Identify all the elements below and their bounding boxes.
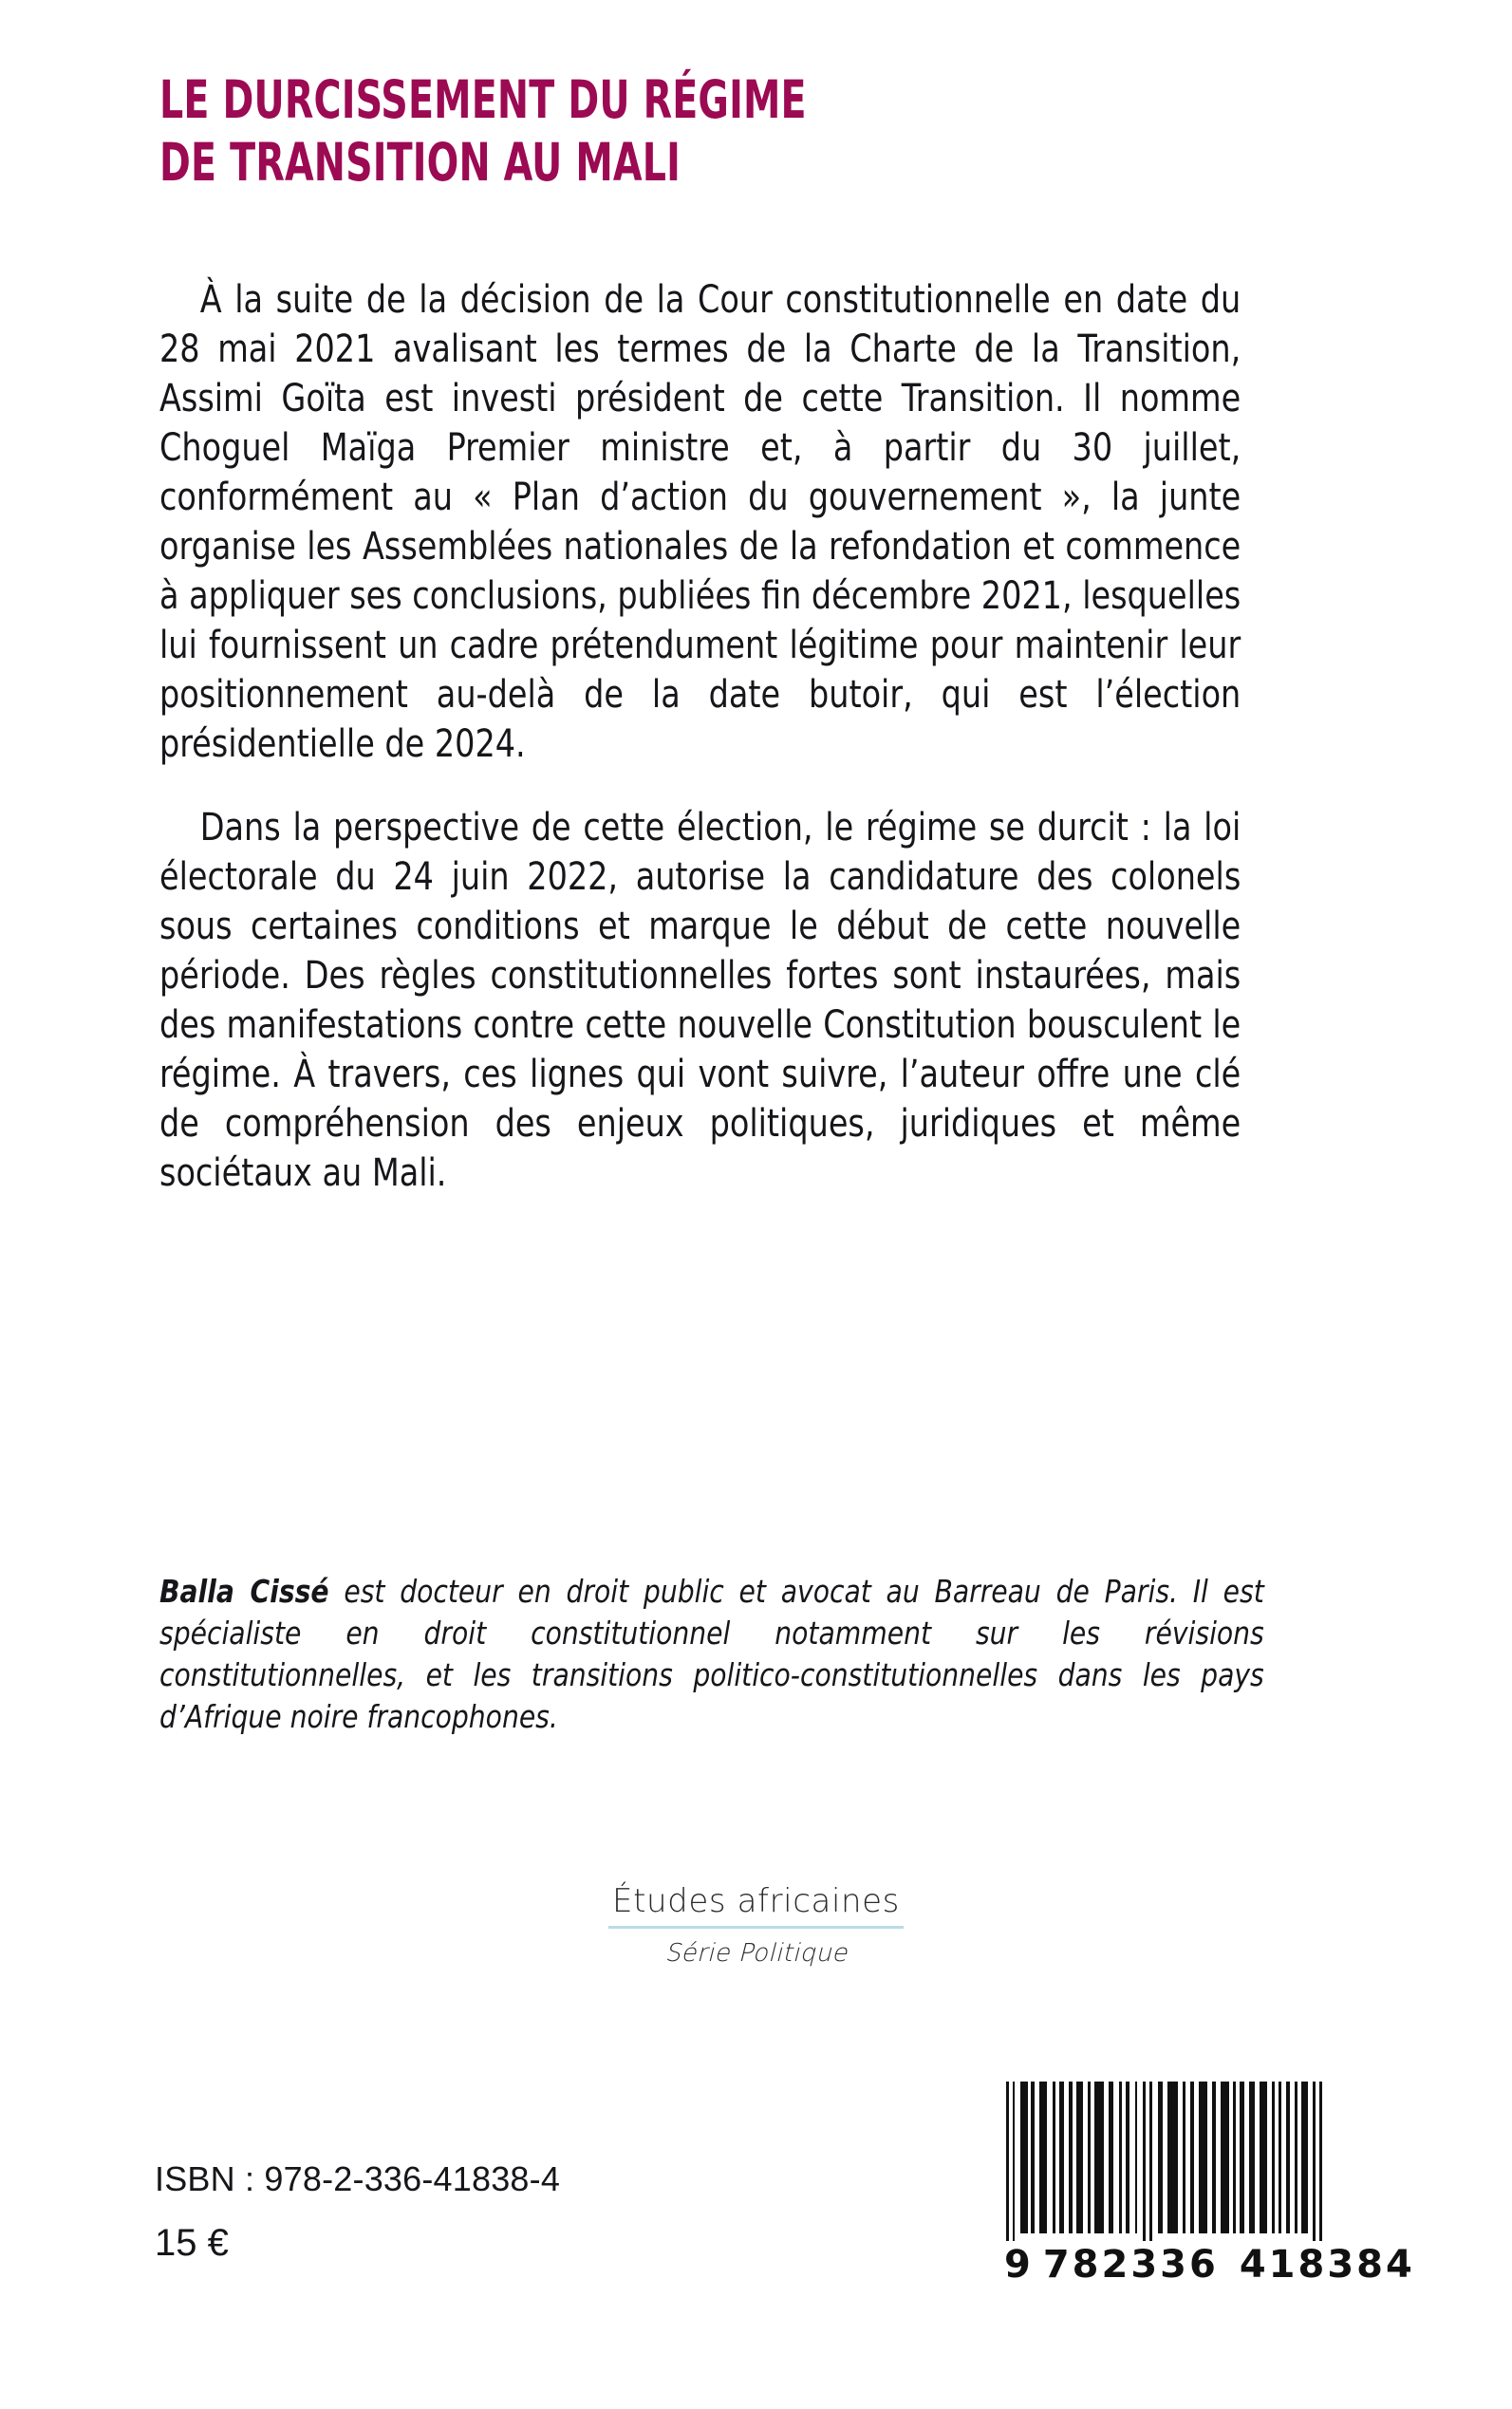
barcode <box>1004 2082 1415 2287</box>
author-name: Balla Cissé <box>159 1573 329 1610</box>
barcode-left-digits: 782336 <box>1042 2243 1219 2287</box>
barcode-bars-icon <box>1004 2082 1336 2241</box>
author-bio-text <box>159 1571 1264 1738</box>
barcode-lead-digit: 9 <box>1004 2243 1032 2287</box>
price-text: 15 € <box>155 2221 229 2264</box>
author-bio-description: est docteur en droit public et avocat au Barreau de Paris. Il est spécialiste en droit constitutionnel notamment sur les révisions constitutionnelles, et les transitions politico-constitutionnelles dans les pays d’Afrique noire francophones. <box>159 1573 1264 1735</box>
isbn-text: ISBN : 978-2-336-41838-4 <box>155 2159 561 2198</box>
blurb-paragraph-2: Dans la perspective de cette élection, le régime se durcit : la loi électorale du 24 juin 2022, autorise la candidature des colonels sous certaines conditions et marque le début de cette nouvelle période. Des règles constitutionnelles fortes sont instaurées, mais des manifestations contre cette nouvelle Constitution bousculent le régime. À travers, ces lignes qui vont suivre, l’auteur offre une clé de compréhension des enjeux politiques, juridiques et même sociétaux au Mali. <box>159 806 1241 1195</box>
title-line-1: LE DURCISSEMENT DU RÉGIME <box>159 69 807 130</box>
barcode-right-digits: 418384 <box>1239 2243 1415 2287</box>
title-line-2: DE TRANSITION AU MALI <box>159 132 681 193</box>
author-bio <box>159 1571 1322 1738</box>
collection-name: Études africaines <box>608 1884 904 1929</box>
collection-series: Série Politique <box>664 1939 848 1969</box>
blurb <box>159 275 1322 1198</box>
collection-logo <box>0 1884 1512 1968</box>
barcode-number <box>1004 2243 1415 2287</box>
footer-identifiers <box>155 2157 560 2266</box>
blurb-paragraph-1: À la suite de la décision de la Cour constitutionnelle en date du 28 mai 2021 avalisant les termes de la Charte de la Transition, Assimi Goïta est investi président de cette Transition. Il nomme Choguel Maïga Premier ministre et, à partir du 30 juillet, conformément au « Plan d’action du gouvernement », la junte organise les Assemblées nationales de la refondation et commence à appliquer ses conclusions, publiées fin décembre 2021, lesquelles lui fournissent un cadre prétendument légitime pour maintenir leur positionnement au-delà de la date butoir, qui est l’élection présidentielle de 2024. <box>159 278 1241 766</box>
page-title <box>159 68 1279 194</box>
